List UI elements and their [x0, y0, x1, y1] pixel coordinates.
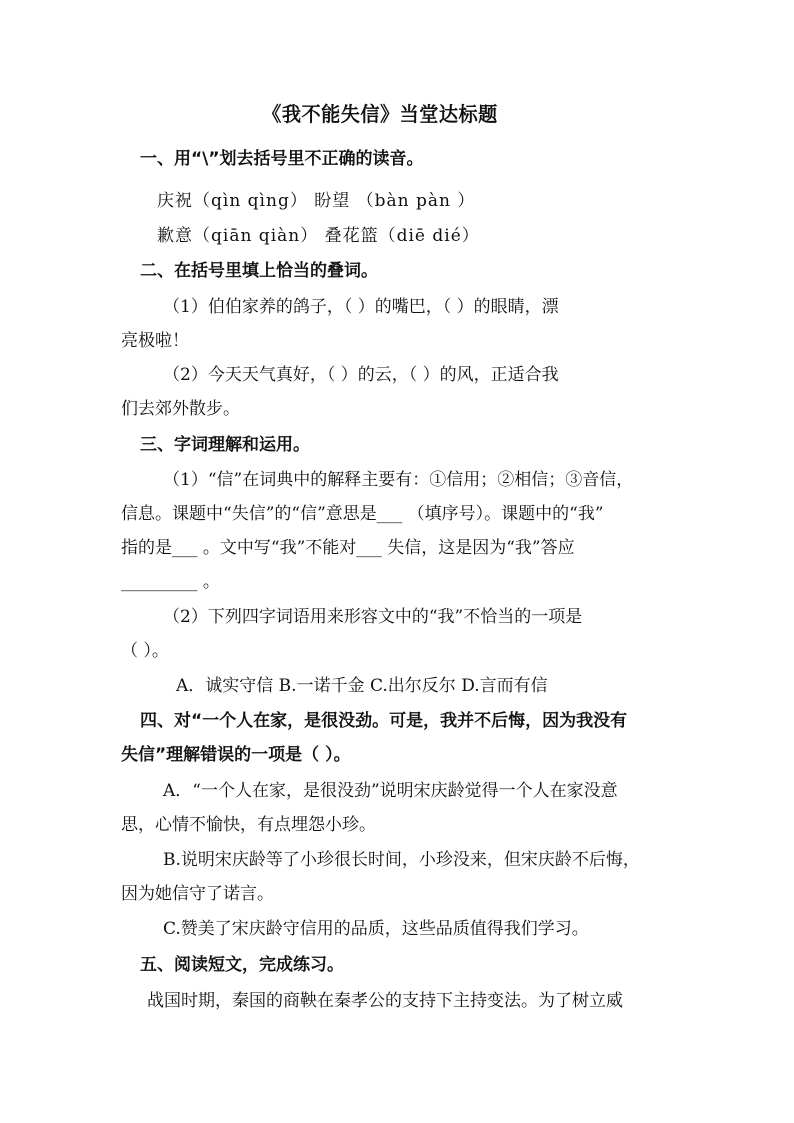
q4-option-b-line-1: B.说明宋庆龄等了小珍很长时间，小珍没来，但宋庆龄不后悔， [163, 850, 640, 870]
q5-paragraph-line-1: 战国时期，秦国的商鞅在秦孝公的支持下主持变法。为了树立威 [147, 991, 623, 1011]
q4-heading-line-1: 四、对“一个人在家，是很没劲。可是，我并不后悔，因为我没有 [140, 711, 628, 731]
q3-item-1-line-3: 指的是___ 。文中写“我”不能对___ 失信，这是因为“我”答应 [121, 538, 575, 558]
q3-item-1-line-4: _________ 。 [121, 572, 220, 592]
q4-heading-line-2: 失信”理解错误的一项是（ ）。 [121, 745, 351, 765]
q4-option-c: C.赞美了宋庆龄守信用的品质，这些品质值得我们学习。 [163, 919, 589, 939]
q2-item-2-line-2: 们去郊外散步。 [121, 399, 240, 419]
q1-pinyin-row-2: 歉意（qiān qiàn） 叠花篮（diē dié） [157, 226, 480, 246]
q2-heading: 二、在括号里填上恰当的叠词。 [140, 261, 378, 281]
q2-item-2-line-1: （2）今天天气真好，（ ）的云，（ ）的风，正适合我 [163, 365, 559, 385]
q3-item-2-line-2: （ ）。 [121, 641, 169, 661]
q2-item-1-line-1: （1）伯伯家养的鸽子，（ ）的嘴巴，（ ）的眼睛，漂 [163, 297, 559, 317]
q3-item-2-line-1: （2）下列四字词语用来形容文中的“我”不恰当的一项是 [163, 607, 583, 627]
q2-item-1-line-2: 亮极啦！ [121, 331, 189, 351]
q4-option-a-line-1: A．“一个人在家，是很没劲”说明宋庆龄觉得一个人在家没意 [163, 781, 618, 801]
q3-item-1-line-2: 信息。课题中“失信”的“信”意思是___ （填序号）。课题中的“我” [121, 504, 604, 524]
q3-heading: 三、字词理解和运用。 [140, 435, 310, 455]
q1-pinyin-row-1: 庆祝（qìn qìng） 盼望 （bàn pàn ） [157, 191, 476, 211]
q4-option-a-line-2: 思，心情不愉快，有点埋怨小珍。 [121, 815, 376, 835]
q3-options: A．诚实守信 B.一诺千金 C.出尔反尔 D.言而有信 [176, 676, 548, 696]
q5-heading: 五、阅读短文，完成练习。 [140, 955, 344, 975]
page-title: 《我不能失信》当堂达标题 [262, 102, 498, 126]
q3-item-1-line-1: （1）“信”在词典中的解释主要有：①信用；②相信；③音信， [163, 470, 634, 490]
q1-heading: 一、用“\”划去括号里不正确的读音。 [140, 149, 424, 169]
q4-option-b-line-2: 因为她信守了诺言。 [121, 884, 274, 904]
